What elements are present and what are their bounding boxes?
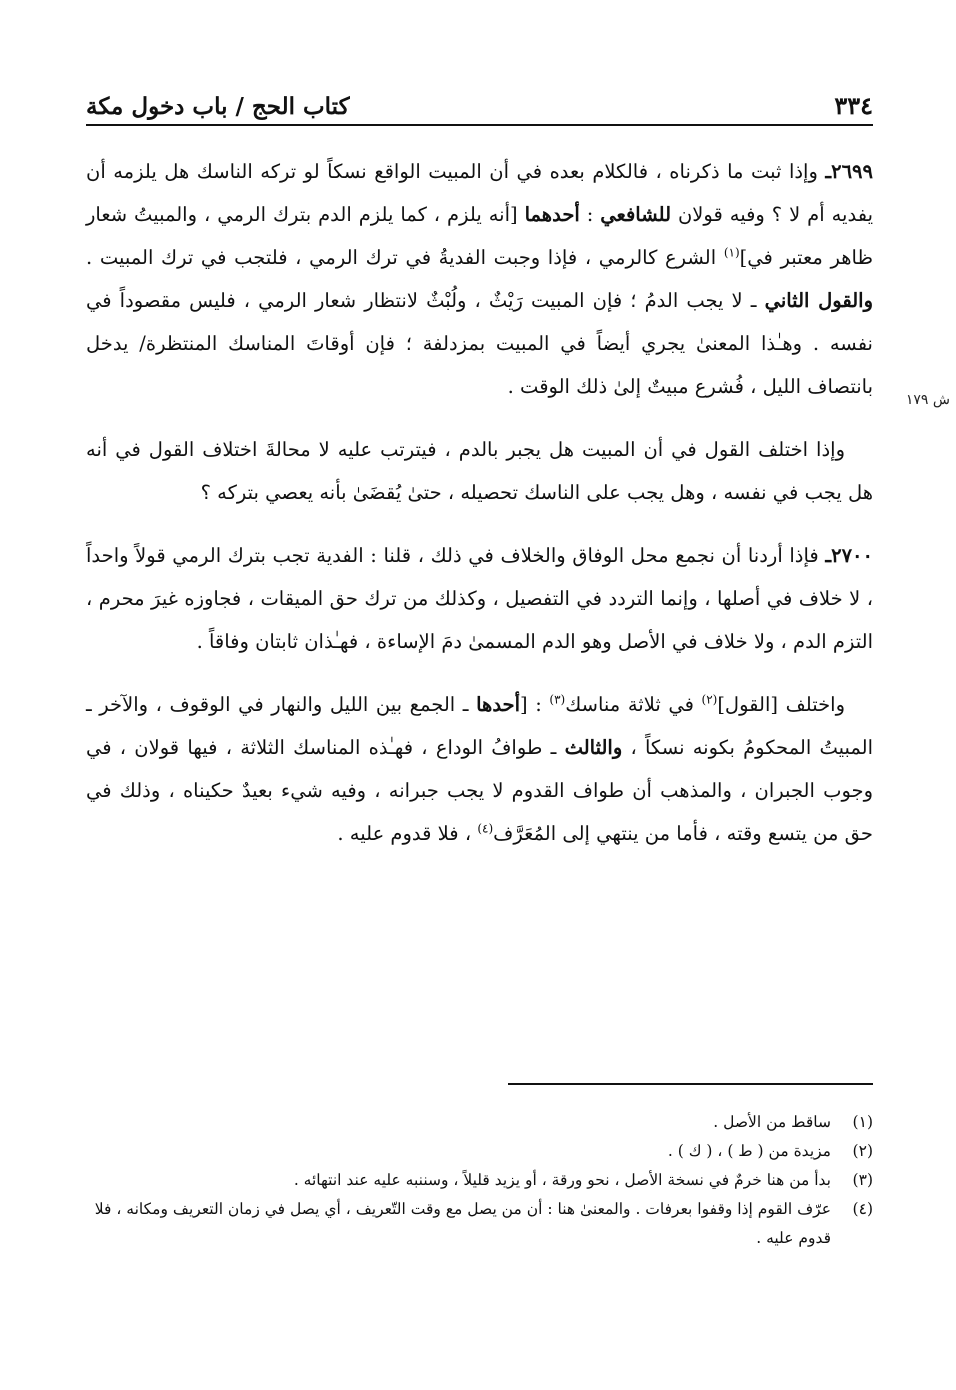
footnote-number: (٤) bbox=[852, 1200, 873, 1218]
text-run: فإذا أردنا أن نجمع محل الوفاق والخلاف في ذلك ، قلنا : الفدية تجب بترك الرمي قولاً واحداً ، لا خلاف في أصلها ، وإنما التردد في التفصيل ، وكذلك من ترك حق الميقات ، فجاوزه غيرَ محرم ، التزم الدم ، ولا خلاف في الأصل وهو الدم المسمىٰ دمَ الإساءة ، فهـٰذان ثابتان وفاقاً . bbox=[86, 544, 873, 653]
footnote-item bbox=[86, 1195, 873, 1253]
footnote-number: (١) bbox=[852, 1113, 873, 1131]
footnote-marker[interactable]: (٣) bbox=[549, 692, 566, 707]
text-run: ، فلا قدوم عليه . bbox=[337, 822, 478, 845]
text-run: ـ الجمع بين الليل والنهار في الوقوف ، والآخر ـ المبيتُ المحكومُ بكونه نسكاً ، bbox=[86, 693, 873, 759]
paragraph-number: ٢٧٠٠ـ bbox=[825, 544, 873, 567]
text-run: واختلف [القول] bbox=[717, 693, 845, 716]
footnote-text: بدأ من هنا خرمٌ في نسخة الأصل ، نحو ورقة ، أو يزيد قليلاً ، وسننبه عليه عند انتهائه . bbox=[293, 1171, 831, 1189]
bold-run: أحدها bbox=[476, 693, 521, 716]
paragraph bbox=[86, 683, 873, 855]
bold-run: والقول الثاني bbox=[764, 289, 873, 312]
text-run: ـ طوافُ الوداع ، فهـٰذه المناسك الثلاثة ، فيها قولان ، في وجوب الجبران ، والمذهب أن طواف القدوم لا يجب جبرانه ، وفيه شيء بعيدٌ حكيناه ، وذلك في حق من يتسع وقته ، فأما من ينتهي إلى المُعَرَّف bbox=[86, 736, 873, 845]
bold-run: أحدهما bbox=[524, 203, 580, 226]
main-text bbox=[86, 150, 873, 875]
footnotes bbox=[86, 1108, 873, 1253]
footnote-number: (٣) bbox=[852, 1171, 873, 1189]
text-run: : bbox=[579, 203, 601, 226]
footnote-marker[interactable]: (١) bbox=[723, 245, 740, 260]
footnote-number: (٢) bbox=[852, 1142, 873, 1160]
bold-run: والثالث bbox=[564, 736, 623, 759]
footnote-marker[interactable]: (٢) bbox=[701, 692, 718, 707]
footnote-marker[interactable]: (٤) bbox=[477, 821, 494, 836]
paragraph-number: ٢٦٩٩ـ bbox=[825, 160, 873, 183]
page-header bbox=[86, 84, 873, 126]
text-run: في ثلاثة مناسك bbox=[565, 693, 702, 716]
text-run: الشرع كالرمي ، فإذا وجبت الفديةُ في ترك الرمي ، فلتجب في ترك المبيت . bbox=[86, 246, 724, 269]
running-title: كتاب الحج / باب دخول مكة bbox=[86, 93, 350, 120]
text-run: وإذا ثبت ما ذكرناه ، فالكلام بعده في أن المبيت الواقع نسكاً لو تركه الناسك هل يلزمه أن يفديه أم لا ؟ وفيه قولان bbox=[86, 160, 874, 226]
footnote-text: مزيدة من ( ط ) ، ( ك ) . bbox=[667, 1142, 831, 1160]
text-run: [أنه يلزم ، كما يلزم الدم بترك الرمي ، والمبيتُ شعار ظاهر معتبر في] bbox=[86, 203, 873, 269]
footnote-divider bbox=[508, 1083, 873, 1085]
text-run: ـ لا يجب الدمُ ؛ فإن المبيت رَيْثٌ ، ولُبْثٌ لانتظار شعار الرمي ، فليس مقصوداً في نفسه . وهـٰذا المعنىٰ يجري أيضاً في المبيت بمزدلفة ؛ فإن أوقاتَ المناسك المنتظرة/ يدخل بانتصاف الليل ، فُشرع مبيتٌ إلىٰ ذلك الوقت . bbox=[86, 289, 873, 398]
bold-run: للشافعي bbox=[600, 203, 672, 226]
paragraph: وإذا اختلف القول في أن المبيت هل يجبر بالدم ، فيترتب عليه لا محالةَ اختلاف القول في أنه هل يجب في نفسه ، وهل يجب على الناسك تحصيله ، حتىٰ يُقضَىٰ بأنه يعصي بتركه ؟ bbox=[86, 438, 873, 504]
page-number: ٣٣٤ bbox=[834, 91, 873, 120]
footnote-item bbox=[86, 1137, 873, 1166]
footnote-text: ساقط من الأصل . bbox=[713, 1113, 831, 1131]
footnote-text: عرّف القوم إذا وقفوا بعرفات . والمعنىٰ هنا : أن من يصل مع وقت التّعريف ، أي يصل في زمان التعريف ومكانه ، فلا قدوم عليه . bbox=[94, 1200, 831, 1247]
margin-reference: ش ١٧٩ bbox=[905, 392, 950, 408]
paragraph-2699 bbox=[86, 150, 873, 408]
footnote-item bbox=[86, 1108, 873, 1137]
text-run: : [ bbox=[520, 693, 550, 716]
footnote-item bbox=[86, 1166, 873, 1195]
paragraph-2700 bbox=[86, 534, 873, 663]
